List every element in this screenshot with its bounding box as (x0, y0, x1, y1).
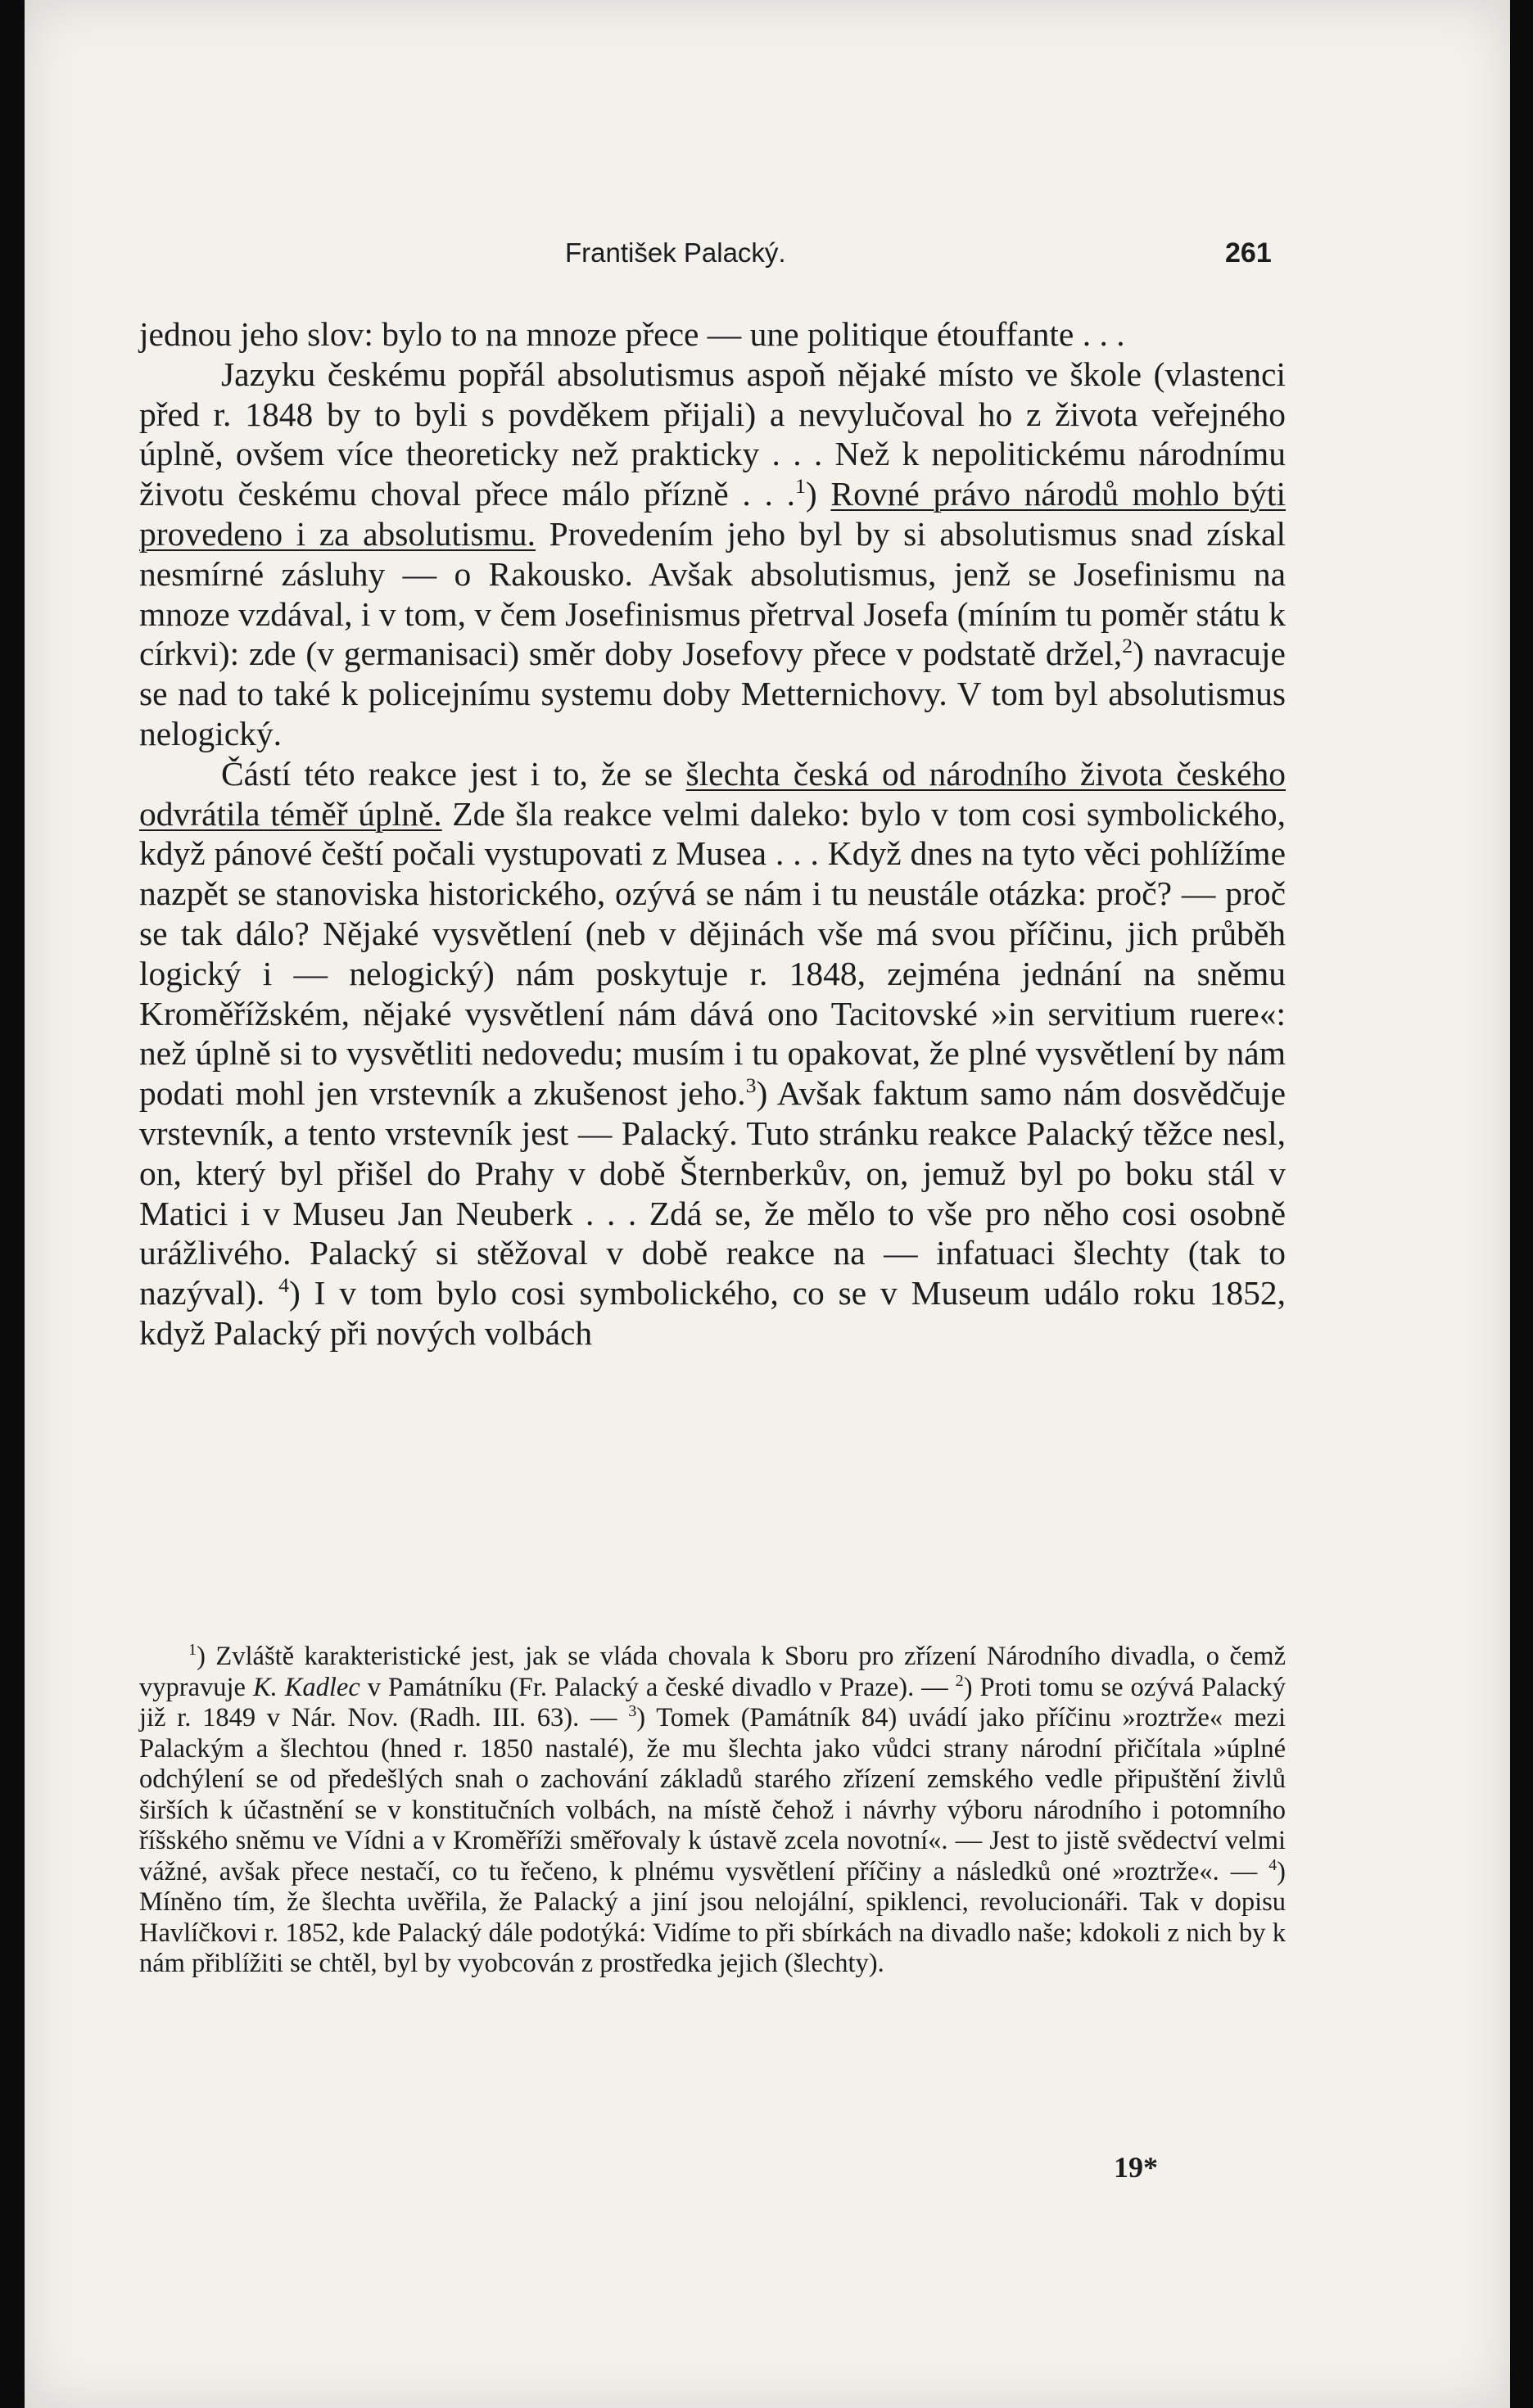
footnote-1-marker: 1 (188, 1641, 197, 1660)
underlined-passage-2: šlechta česká od národního života českého odvrátila téměř úplně. (139, 754, 1287, 833)
footnote-author: K. Kadlec (252, 1672, 360, 1702)
book-page (25, 0, 1510, 2408)
underlined-passage-1: Rovné právo národů mohlo býti provedeno i za absolutismu. (139, 475, 1286, 553)
running-head (25, 237, 1510, 278)
footnote-block: $^1$) Zvláště karakteristické jest, jak se vláda chovala k Sboru pro zřízení Národního divadla, o čemž vypravuje K. Kadlec v Památníku (Fr. Palacký a české divadlo v Praze). — $^2$) Proti tomu se ozývá Palacký již r. 1849 v Nár. Nov. (Radh. III. 63). — $^3$) Tomek (Památník 84) uvádí jako příčinu »roztrže« mezi Palackým a šlechtou (hned r. 1850 nastalé), že mu šlechta jako vůdci strany národní přičítala »úplné odchýlení se od předešlých snah o zachování základů starého zřízení zemského vedle připuštění živlů širších k účastnění se v konstitučních volbách, na místě čehož i návrhy výboru národního i potomního říšského sněmu ve Vídni a v Kroměříži směřovaly k ústavě zcela novotní«. — Jest to jistě svědectví velmi vážné, avšak přece nestačí, co tu řečeno, k plnému vysvětlení příčiny a následků oné »roztrže«. — $^4$) Míněno tím, že šlechta uvěřila, že Palacký a jiní jsou nelojální, spiklenci, revolucionáři. Tak v dopisu Havlíčkovi r. 1852, kde Palacký dále podotýká: Vidíme to při sbírkách na divadlo naše; kdokoli z nich by k nám přiblížiti se chtěl, byl by vyobcován z prostředka jejich (šlechty). (139, 1641, 1287, 1978)
paragraph-1: jednou jeho slov: bylo to na mnoze přece — une politique étouffante . . . (139, 315, 1125, 353)
footnote-ref-4[interactable]: 4 (278, 1273, 289, 1298)
page-number: 261 (1225, 237, 1272, 269)
footnote-2-marker: 2 (955, 1671, 964, 1690)
footnotes (139, 1642, 1286, 1980)
main-text (139, 314, 1286, 1353)
running-title: František Palacký. (565, 237, 786, 268)
footnote-ref-2[interactable]: 2 (1122, 634, 1133, 658)
signature-mark: 19* (1114, 2151, 1158, 2184)
footnote-4-marker: 4 (1268, 1855, 1278, 1874)
paragraph-2: Jazyku českému popřál absolutismus aspoň nějaké místo ve škole (vlastenci před r. 1848 by to byli s povděkem přijali) a nevylučoval ho z života veřejného úplně, ovšem více theoreticky než prakticky . . . Než k nepolitickému národnímu životu českému choval přece málo přízně . . .$^1$) Rovné právo národů mohlo býti provedeno i za absolutismu. Provedením jeho byl by si absolutismus snad získal nesmírné zásluhy — o Rakousko. Avšak absolutismus, jenž se Josefinismu na mnoze vzdával, i v tom, v čem Josefinismus přetrval Josefa (míním tu poměr státu k církvi): zde (v germanisaci) směr doby Josefovy přece v podstatě držel,$^2$) navracuje se nad to také k policejnímu systemu doby Metternichovy. V tom byl absolutismus nelogický. (139, 355, 1286, 752)
paragraph-3: Částí této reakce jest i to, že se šlechta česká od národního života českého odvrátila téměř úplně. Zde šla reakce velmi daleko: bylo v tom cosi symbolického, když pánové čeští počali vystupovati z Musea . . . Když dnes na tyto věci pohlížíme nazpět se stanoviska historického, ozývá se nám i tu neustále otázka: proč? — proč se tak dálo? Nějaké vysvětlení (neb v dějinách vše má svou příčinu, jich průběh logický i — nelogický) nám poskytuje r. 1848, zejména jednání na sněmu Kroměřížském, nějaké vysvětlení nám dává ono Tacitovské »in servitium ruere«: než úplně si to vysvětliti nedovedu; musím i tu opakovat, že plné vysvětlení by nám podati mohl jen vrstevník a zkušenost jeho.$^3$) Avšak faktum samo nám dosvědčuje vrstevník, a tento vrstevník jest — Palacký. Tuto stránku reakce Palacký těžce nesl, on, který byl přišel do Prahy v době Šternberkův, on, jemuž byl po boku stál v Matici i v Museu Jan Neuberk . . . Zdá se, že mělo to vše pro něho cosi osobně urážlivého. Palacký si stěžoval v době reakce na — infatuaci šlechty (tak to nazýval). $^4$) I v tom bylo cosi symbolického, co se v Museum událo roku 1852, když Palacký při nových volbách (139, 754, 1287, 1352)
footnote-ref-1[interactable]: 1 (794, 474, 806, 499)
footnote-3-marker: 3 (628, 1702, 637, 1721)
footnote-ref-3[interactable]: 3 (745, 1073, 757, 1098)
